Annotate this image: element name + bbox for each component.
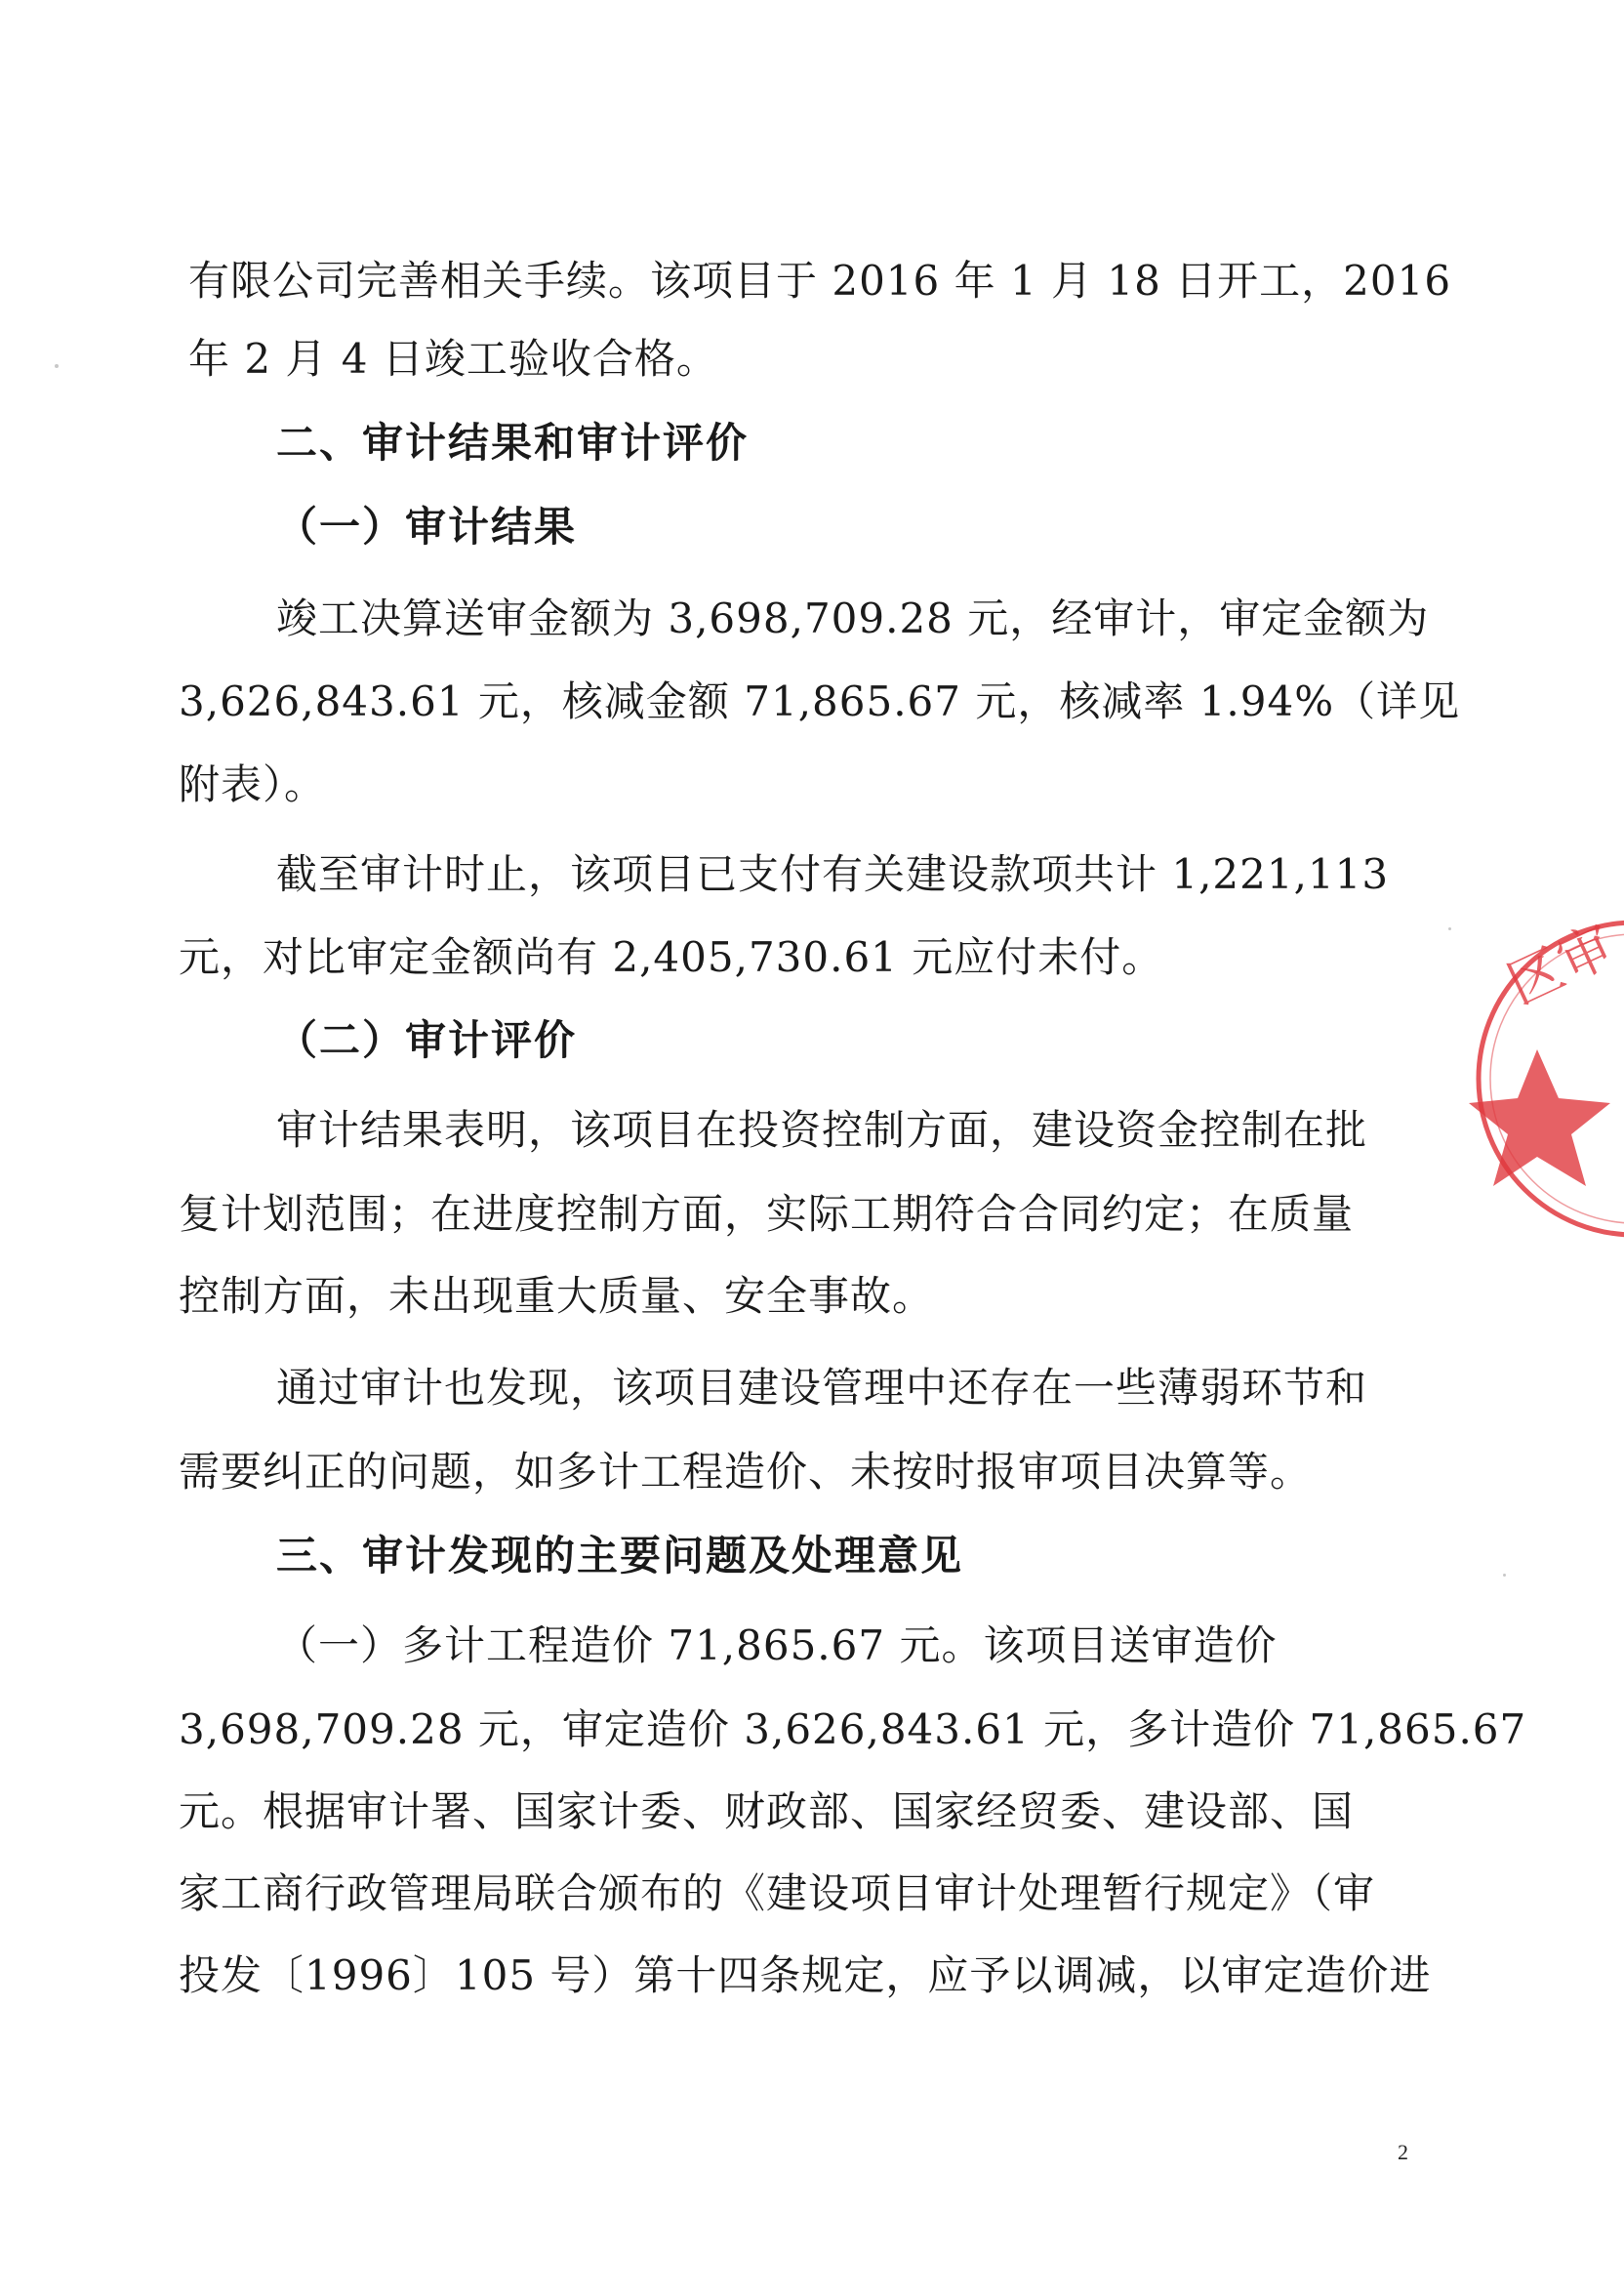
page-number: 2 — [1398, 2140, 1408, 2164]
body-line — [179, 1271, 934, 1322]
body-line — [276, 1105, 1367, 1156]
scan-mark — [1448, 927, 1451, 930]
body-line — [188, 256, 1452, 307]
body-text: 3,698,709.28 元，审定造价 3,626,843.61 元，多计造价 71,865.67 — [179, 1705, 1527, 1753]
body-line — [276, 1363, 1367, 1414]
section-heading-3: 三、审计发现的主要问题及处理意见 — [276, 1532, 964, 1579]
body-line — [179, 1950, 1431, 2001]
body-text: 控制方面，未出现重大质量、安全事故。 — [179, 1272, 935, 1320]
body-line — [179, 1447, 1312, 1497]
body-text: 元。根据审计署、国家计委、财政部、国家经贸委、建设部、国 — [179, 1787, 1355, 1835]
body-line — [276, 594, 1430, 644]
body-line — [179, 759, 326, 810]
body-text: 需要纠正的问题，如多计工程造价、未按时报审项目决算等。 — [179, 1448, 1313, 1496]
scan-mark — [1503, 1574, 1506, 1577]
body-text: 审计结果表明，该项目在投资控制方面，建设资金控制在批 — [276, 1106, 1368, 1154]
body-line — [188, 334, 718, 385]
body-line — [179, 1868, 1375, 1919]
body-text: 年 2 月 4 日竣工验收合格。 — [188, 335, 718, 383]
scan-mark — [55, 364, 59, 368]
body-line — [179, 932, 1163, 983]
body-text: 复计划范围；在进度控制方面，实际工期符合合同约定；在质量 — [179, 1190, 1355, 1238]
body-line — [179, 676, 1461, 727]
body-text: 通过审计也发现，该项目建设管理中还存在一些薄弱环节和 — [276, 1364, 1368, 1412]
body-text: 竣工决算送审金额为 3,698,709.28 元，经审计，审定金额为 — [276, 594, 1430, 642]
subsection-heading-audit-evaluation: （二）审计评价 — [276, 1016, 578, 1064]
body-line — [179, 1704, 1526, 1755]
body-line — [179, 1189, 1354, 1240]
body-text: 元，对比审定金额尚有 2,405,730.61 元应付未付。 — [179, 933, 1164, 981]
body-text: 截至审计时止，该项目已支付有关建设款项共计 1,221,113 — [276, 850, 1390, 898]
body-text: 家工商行政管理局联合颁布的《建设项目审计处理暂行规定》（审 — [179, 1869, 1376, 1917]
body-line — [179, 1786, 1354, 1837]
subsection-heading-audit-result: （一）审计结果 — [276, 503, 578, 551]
body-text: 投发〔1996〕105 号）第十四条规定，应予以调减，以审定造价进 — [179, 1951, 1432, 1999]
body-text: 有限公司完善相关手续。该项目于 2016 年 1 月 18 日开工，2016 — [188, 257, 1452, 305]
body-line — [276, 849, 1416, 900]
body-text: 3,626,843.61 元，核减金额 71,865.67 元，核减率 1.94%（详见 — [179, 677, 1461, 725]
seal-text: 区审 — [1498, 914, 1624, 1018]
body-text: （一）多计工程造价 71,865.67 元。该项目送审造价 — [276, 1621, 1278, 1669]
seal-graphic — [1469, 908, 1624, 1250]
body-line — [276, 1620, 1277, 1671]
official-seal — [1469, 908, 1624, 1250]
body-text: 附表）。 — [179, 760, 327, 808]
section-heading-2: 二、审计结果和审计评价 — [276, 419, 750, 467]
